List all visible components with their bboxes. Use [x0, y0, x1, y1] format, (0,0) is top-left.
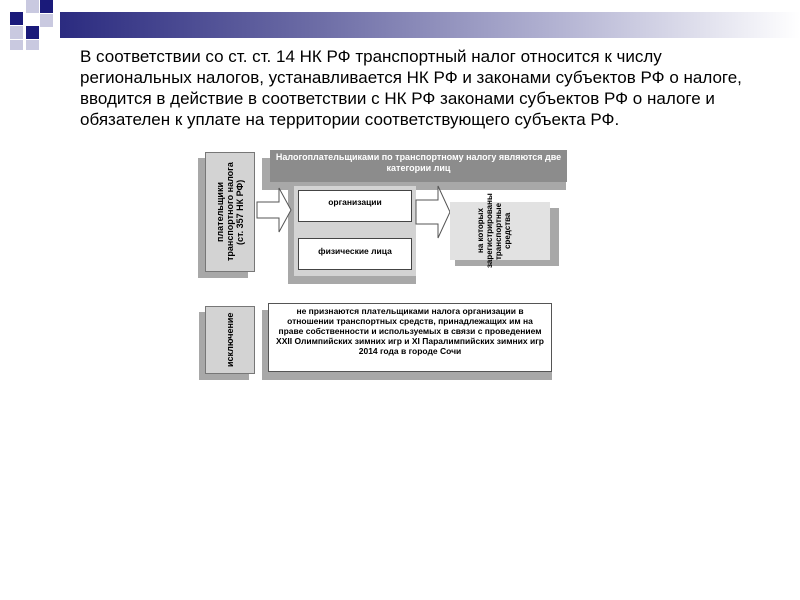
- decor-square: [10, 26, 23, 39]
- decor-square: [40, 14, 53, 27]
- decor-square: [26, 0, 39, 13]
- category-individuals: физические лица: [298, 238, 412, 270]
- payers-label: плательщики транспортного налога (ст. 357 НК РФ): [215, 162, 245, 262]
- decor-square: [26, 40, 39, 50]
- category-organizations: организации: [298, 190, 412, 222]
- exception-label: исключение: [225, 312, 235, 368]
- decor-square: [26, 26, 39, 39]
- arrow-right-icon: [416, 186, 452, 240]
- decor-square: [10, 40, 23, 50]
- decor-square: [10, 12, 23, 25]
- arrow-right-icon: [257, 186, 293, 236]
- slide-paragraph: В соответствии со ст. ст. 14 НК РФ транспортный налог относится к числу региональных налогов, устанавливается НК РФ и законами субъектов РФ о налоге, вводится в действие в соответствии с НК РФ законами субъектов РФ о налоге и обязателен к уплате на территории соответствующего субъекта РФ.: [80, 47, 742, 129]
- title-gradient-bar: [60, 12, 800, 38]
- decor-square: [40, 0, 53, 13]
- exception-text: не признаются плательщиками налога организации в отношении транспортных средств, принадлежащих им на праве собственности и используемых в связи с проведением XXII Олимпийских зимних игр и XI Паралимпийских зимних игр 2014 года в городе Сочи: [276, 306, 544, 356]
- header-box: Налогоплательщиками по транспортному налогу являются две категории лиц: [270, 150, 567, 182]
- registered-label: на которых зарегистрированы транспортные средства: [476, 193, 512, 269]
